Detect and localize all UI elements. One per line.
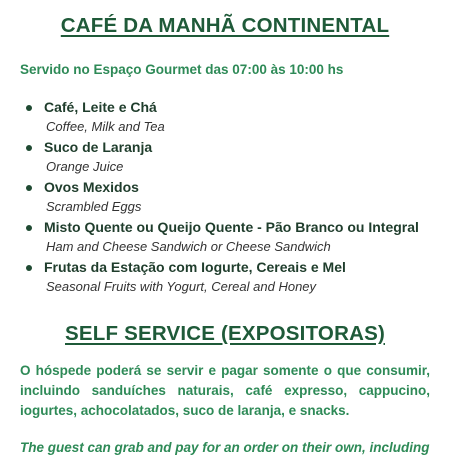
self-service-description-en: The guest can grab and pay for an order on their own, including xyxy=(20,440,430,455)
bullet-icon xyxy=(26,105,32,111)
list-item xyxy=(20,178,440,216)
bullet-icon xyxy=(26,225,32,231)
list-item xyxy=(20,98,440,136)
item-name-en: Scrambled Eggs xyxy=(46,199,142,214)
item-name-en: Seasonal Fruits with Yogurt, Cereal and Honey xyxy=(46,279,317,294)
page-title: CAFÉ DA MANHÃ CONTINENTAL xyxy=(60,14,390,37)
item-name-en: Coffee, Milk and Tea xyxy=(46,119,165,134)
item-name-en: Orange Juice xyxy=(46,159,124,174)
service-hours: Servido no Espaço Gourmet das 07:00 às 10:00 hs xyxy=(20,62,344,77)
list-item xyxy=(20,258,440,296)
bullet-icon xyxy=(26,145,32,151)
item-name-pt: Misto Quente ou Queijo Quente - Pão Branco ou Integral xyxy=(44,219,419,235)
self-service-description-pt: O hóspede poderá se servir e pagar somente o que consumir, incluindo sanduíches naturais, café expresso, cappucino, iogurtes, achocolatados, suco de laranja, e snacks. xyxy=(20,363,430,418)
bullet-icon xyxy=(26,265,32,271)
breakfast-menu-list xyxy=(20,98,440,298)
list-item xyxy=(20,218,440,256)
item-name-pt: Suco de Laranja xyxy=(44,139,153,155)
item-name-pt: Café, Leite e Chá xyxy=(44,99,157,115)
item-name-pt: Frutas da Estação com Iogurte, Cereais e Mel xyxy=(44,259,346,275)
bullet-icon xyxy=(26,185,32,191)
item-name-pt: Ovos Mexidos xyxy=(44,179,139,195)
self-service-title: SELF SERVICE (EXPOSITORAS) xyxy=(65,322,385,345)
item-name-en: Ham and Cheese Sandwich or Cheese Sandwich xyxy=(46,239,331,254)
list-item xyxy=(20,138,440,176)
